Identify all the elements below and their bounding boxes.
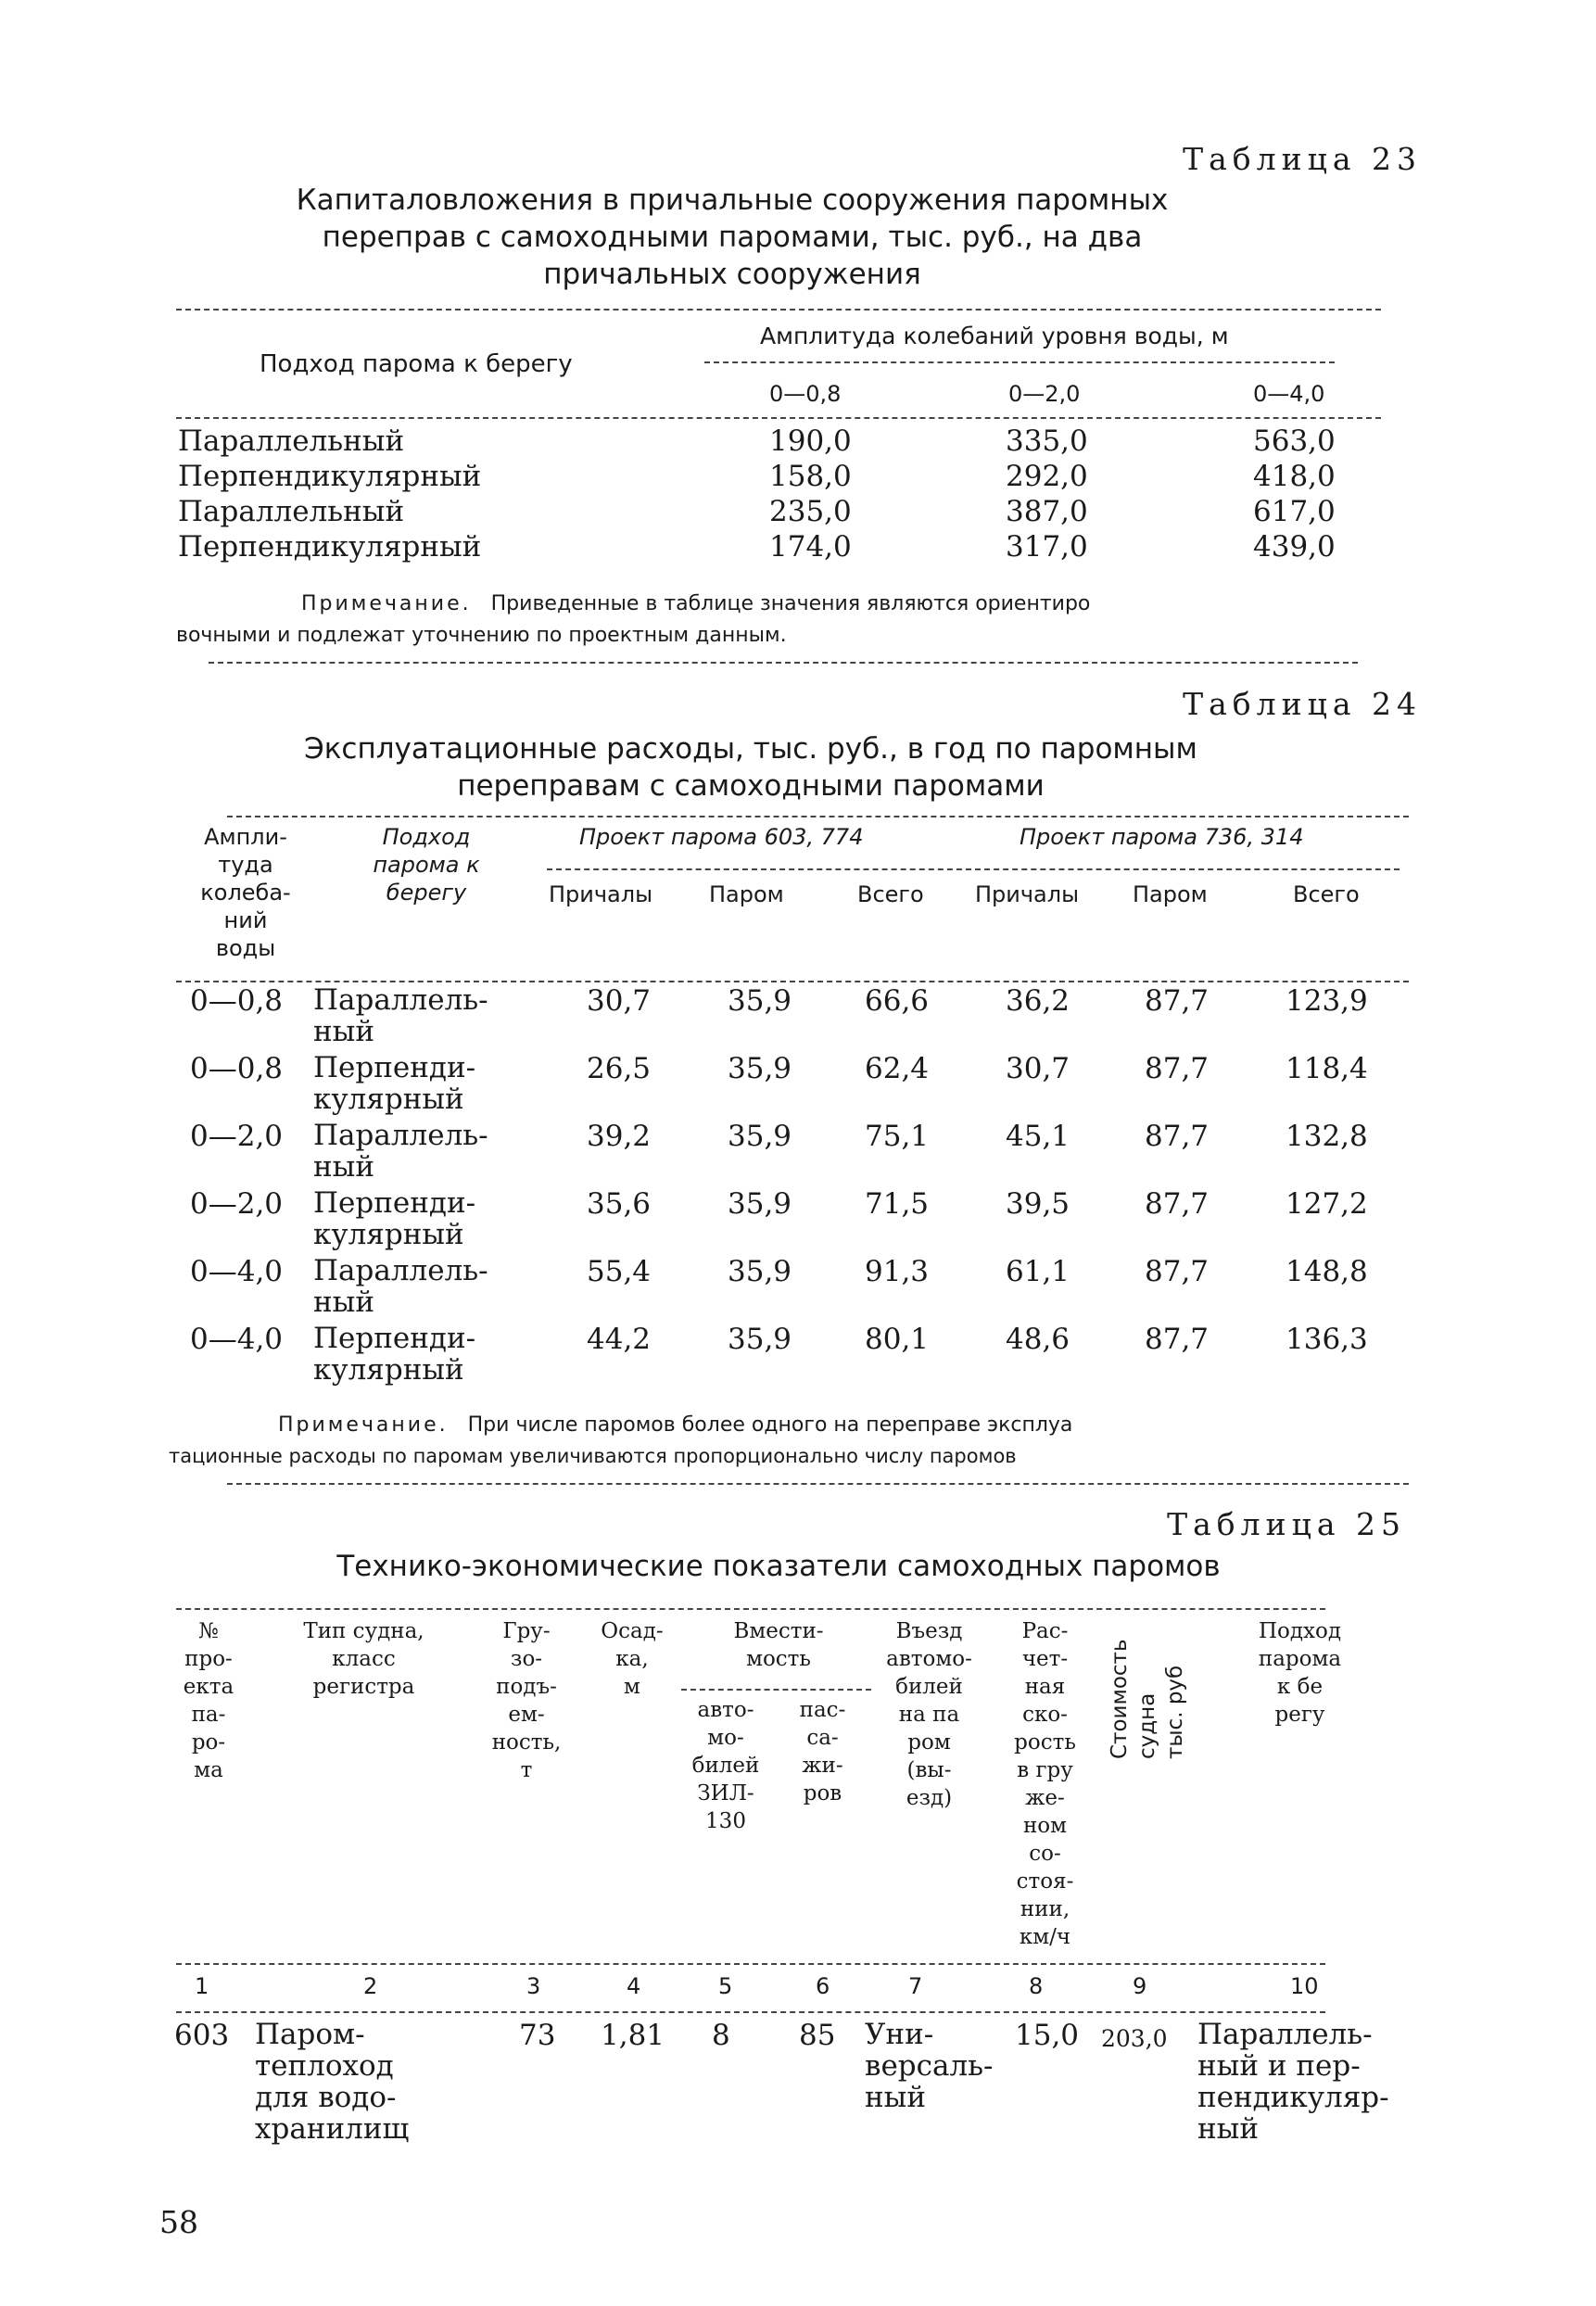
header-line: Ампли- [204,824,287,850]
approach-line: Параллель- [313,983,488,1017]
approach-line: ный [313,1286,374,1319]
header-line: же- [1025,1786,1065,1810]
value-cell: 62,4 [865,1052,930,1085]
cell-value: 617,0 [1253,495,1336,528]
value-cell: 87,7 [1145,984,1210,1018]
value-cell: 35,6 [587,1187,652,1221]
row-label: Перпендикулярный [178,530,482,564]
header-line: ная [1024,1675,1066,1699]
amp-cell: 0—4,0 [190,1255,284,1288]
cell-value: 418,0 [1253,460,1336,493]
value-cell: 35,9 [728,1052,792,1085]
amp-cell: 0—4,0 [190,1323,284,1356]
header-line: судна [1135,1692,1159,1759]
table-23-col-3 [1253,424,1336,564]
value-cell: 35,9 [728,1120,792,1153]
header-line: авто- [697,1698,754,1722]
note-label: Примечание. [278,1413,449,1437]
table-23-note-2: вочными и подлежат уточнению по проектным данным. [176,624,787,647]
approach-line: кулярный [313,1218,464,1251]
header-line: Рас- [1021,1619,1069,1643]
note-label: Примечание. [301,592,472,615]
table-rule [176,1608,1325,1610]
caption-line: причальных сооружения [543,258,921,291]
row-label: Параллельный [178,495,405,528]
value-cell: 87,7 [1145,1052,1210,1085]
cell-value: 387,0 [1006,495,1088,528]
caption-line: переправ с самоходными паромами, тыс. руб., на два [322,221,1143,254]
value-cell: 45,1 [1006,1120,1070,1153]
value-cell: 66,6 [865,984,930,1018]
table-rule [227,1483,1409,1485]
table-rule [227,816,1409,817]
amp-cell: 0—0,8 [190,984,284,1018]
value-cell: 35,9 [728,984,792,1018]
table-25-caption: Технико-экономические показатели самоходных паромов [336,1550,1221,1583]
cell-line: ный [865,2081,926,2114]
header-line: 130 [705,1809,746,1833]
value-cell: 91,3 [865,1255,930,1288]
table-row [190,1052,1413,1120]
sub-header: Всего [1293,881,1360,907]
header-line: со- [1029,1842,1061,1866]
header-line: Гру- [502,1619,551,1643]
header-line: па- [191,1703,226,1727]
col-number: 7 [908,1973,923,1999]
header-line: регу [1274,1703,1325,1727]
table-rule [176,417,1381,419]
t25-passengers: 85 [799,2019,836,2052]
cell-value: 235,0 [769,495,852,528]
header-line: регистра [312,1675,415,1699]
header-project-no [167,1617,250,1784]
table-rule [176,1963,1325,1965]
header-line: ность, [491,1730,562,1755]
header-line: екта [183,1675,234,1699]
header-line: к бе [1276,1675,1324,1699]
header-line: пас- [799,1698,846,1722]
t25-cost: 203,0 [1101,2025,1168,2052]
table-row [190,1255,1413,1323]
value-cell: 132,8 [1286,1120,1368,1153]
table-row [190,1187,1413,1255]
header-line: ро- [191,1730,226,1755]
value-cell: 39,2 [587,1120,652,1153]
cell-line: Паром- [255,2018,365,2051]
col-number: 6 [816,1973,830,1999]
table-24-number: Таблица 24 [1183,686,1422,722]
value-cell: 61,1 [1006,1255,1070,1288]
value-cell: 44,2 [587,1323,652,1356]
row-label: Параллельный [178,424,405,458]
header-line: парома [1258,1647,1342,1671]
approach-line: Параллель- [313,1254,488,1287]
header-cost [1108,1620,1187,1759]
header-line: в гру [1017,1758,1073,1782]
amp-cell: 0—2,0 [190,1120,284,1153]
value-cell: 30,7 [1006,1052,1070,1085]
range-header: 0—0,8 [769,381,842,407]
value-cell: 123,9 [1286,984,1368,1018]
cell-value: 190,0 [769,424,852,458]
t25-vehicles: 8 [712,2019,730,2052]
table-24-body [190,984,1413,1390]
header-line: тыс. руб [1163,1665,1187,1759]
header-line: берегу [386,880,467,906]
table-24-note-2: тационные расходы по паромам увеличиваются пропорционально числу паромов [169,1445,1017,1467]
approach-line: Параллель- [313,1119,488,1152]
header-line: Подход [382,824,471,850]
header-line: класс [332,1647,396,1671]
table-24-caption [176,730,1325,805]
t25-capacity: 73 [519,2019,556,2052]
approach-line: Перпенди- [313,1322,476,1355]
approach-cell [313,1052,475,1115]
col-number: 10 [1290,1973,1319,1999]
value-cell: 30,7 [587,984,652,1018]
table-23-col-1 [769,424,852,564]
header-approach [1233,1617,1367,1729]
table-rule [176,981,1409,982]
header-line: Въезд [895,1619,963,1643]
header-line: чет- [1021,1647,1069,1671]
value-cell: 148,8 [1286,1255,1368,1288]
table-rule [681,1689,871,1691]
value-cell: 26,5 [587,1052,652,1085]
group-header-project-2: Проект парома 736, 314 [1020,824,1304,850]
value-cell: 118,4 [1286,1052,1368,1085]
value-cell: 87,7 [1145,1120,1210,1153]
value-cell: 35,9 [728,1187,792,1221]
caption-line: Капиталовложения в причальные сооружения паромных [296,184,1169,217]
col-number: 8 [1029,1973,1044,1999]
cell-value: 158,0 [769,460,852,493]
header-line: езд) [906,1786,953,1810]
header-line: воды [215,935,276,961]
sub-header: Всего [857,881,924,907]
header-line: км/ч [1019,1925,1071,1949]
header-line: зо- [510,1647,543,1671]
range-header: 0—2,0 [1008,381,1081,407]
approach-line: кулярный [313,1083,464,1116]
header-line: билей [895,1675,963,1699]
table-rule [704,361,1335,363]
value-cell: 75,1 [865,1120,930,1153]
amp-cell: 0—0,8 [190,1052,284,1085]
cell-value: 439,0 [1253,530,1336,564]
page-number: 58 [159,2204,198,2240]
t25-vessel-type [255,2019,409,2145]
value-cell: 87,7 [1145,1255,1210,1288]
t25-draft: 1,81 [601,2019,665,2052]
header-line: подъ- [496,1675,557,1699]
header-line: ЗИЛ- [697,1781,754,1806]
range-header: 0—4,0 [1253,381,1325,407]
header-line: Осад- [601,1619,664,1643]
value-cell: 87,7 [1145,1323,1210,1356]
table-row [190,1323,1413,1390]
header-line: жи- [802,1754,843,1778]
value-cell: 48,6 [1006,1323,1070,1356]
value-cell: 35,9 [728,1323,792,1356]
value-cell: 39,5 [1006,1187,1070,1221]
table-23-col-2 [1006,424,1088,564]
approach-cell [313,1187,475,1250]
approach-cell [313,1255,488,1318]
sub-header: Причалы [975,881,1080,907]
header-line: стоя- [1016,1869,1074,1894]
value-cell: 35,9 [728,1255,792,1288]
table-row [190,984,1413,1052]
cell-line: теплоход [255,2049,394,2083]
header-line: ном [1022,1814,1068,1838]
table-24-note [278,1411,1427,1439]
cell-line: версаль- [865,2049,994,2083]
col-header-amplitude [181,823,310,962]
table-23-caption [176,182,1288,293]
sub-header: Причалы [549,881,653,907]
table-rule [176,309,1381,310]
header-capacity [480,1617,573,1784]
cell-value: 174,0 [769,530,852,564]
table-rule [547,868,1400,870]
value-cell: 136,3 [1286,1323,1368,1356]
amp-cell: 0—2,0 [190,1187,284,1221]
note-text: При числе паромов более одного на переправе эксплуа [467,1413,1073,1437]
table-23-number: Таблица 23 [1183,141,1422,177]
sub-header: Паром [1133,881,1208,907]
value-cell: 87,7 [1145,1187,1210,1221]
col-number: 2 [363,1973,378,1999]
header-line: про- [184,1647,233,1671]
header-line: Стоимость [1108,1639,1132,1759]
header-line: на па [898,1703,960,1727]
group-header-amplitude: Амплитуда колебаний уровня воды, м [760,323,1229,349]
col-header-approach [348,823,505,906]
col-number: 4 [627,1973,641,1999]
approach-cell [313,1323,475,1386]
header-line: ско- [1022,1703,1068,1727]
col-number: 9 [1133,1973,1147,1999]
cell-value: 292,0 [1006,460,1088,493]
header-line: мо- [707,1726,744,1750]
cell-line: Параллель- [1197,2018,1373,2051]
table-row [190,1120,1413,1187]
header-line: ка, [615,1647,649,1671]
header-line: м [624,1675,640,1699]
note-text: Приведенные в таблице значения являются ориентиро [490,592,1091,615]
value-cell: 127,2 [1286,1187,1368,1221]
table-rule [209,662,1358,664]
col-number: 5 [718,1973,733,1999]
cell-line: ный [1197,2112,1259,2146]
t25-approach [1197,2019,1389,2145]
header-vehicles [675,1696,777,1835]
col-number: 3 [526,1973,541,1999]
header-line: ров [803,1781,842,1806]
header-line: рость [1014,1730,1076,1755]
group-header-project-1: Проект парома 603, 774 [579,824,864,850]
value-cell: 36,2 [1006,984,1070,1018]
approach-cell [313,1120,488,1183]
header-line: туда [218,852,273,878]
caption-line: Эксплуатационные расходы, тыс. руб., в год по паромным [304,732,1197,766]
sub-header: Паром [709,881,784,907]
header-line: ма [194,1758,223,1782]
header-line: Подход [1258,1619,1342,1643]
t25-vehicle-entry [865,2019,994,2113]
table-rule [176,2011,1325,2013]
header-line: колеба- [200,880,291,906]
cell-value: 563,0 [1253,424,1336,458]
t25-project-no: 603 [174,2019,230,2052]
cell-line: для водо- [255,2081,397,2114]
header-line: билей [691,1754,760,1778]
table-25-number: Таблица 25 [1167,1506,1406,1542]
header-vessel-type [278,1617,450,1701]
header-line: ем- [508,1703,545,1727]
header-line: № [198,1619,219,1643]
header-line: (вы- [906,1758,952,1782]
header-line: са- [806,1726,839,1750]
header-passengers [779,1696,867,1807]
cell-line: хранилищ [255,2112,410,2146]
header-line: автомо- [886,1647,972,1671]
row-label: Перпендикулярный [178,460,482,493]
cell-value: 335,0 [1006,424,1088,458]
header-line: нии, [1020,1897,1070,1921]
header-vehicle-entry [871,1617,987,1812]
col-number: 1 [195,1973,209,1999]
table-23-row [178,424,481,564]
cell-line: Уни- [865,2018,934,2051]
header-line: ром [907,1730,951,1755]
approach-line: ный [313,1150,374,1184]
col-header-approach: Подход парома к берегу [260,350,573,378]
value-cell: 55,4 [587,1255,652,1288]
approach-line: ный [313,1015,374,1048]
cell-line: пендикуляр- [1197,2081,1389,2114]
header-line: Вмести- [733,1619,824,1643]
approach-cell [313,984,488,1047]
approach-line: кулярный [313,1353,464,1387]
t25-speed: 15,0 [1015,2019,1080,2052]
header-line: т [520,1758,533,1782]
cell-value: 317,0 [1006,530,1088,564]
cell-line: ный и пер- [1197,2049,1361,2083]
table-23-note [301,589,1413,618]
approach-line: Перпенди- [313,1186,476,1220]
header-speed [1006,1617,1084,1951]
header-line: ний [223,907,268,933]
header-line: парома к [373,852,480,878]
value-cell: 71,5 [865,1187,930,1221]
header-capacity-group [686,1617,871,1673]
caption-line: переправам с самоходными паромами [457,769,1045,803]
header-line: мость [746,1647,811,1671]
header-line: Тип судна, [303,1619,424,1643]
header-draft [586,1617,678,1701]
approach-line: Перпенди- [313,1051,476,1084]
value-cell: 80,1 [865,1323,930,1356]
